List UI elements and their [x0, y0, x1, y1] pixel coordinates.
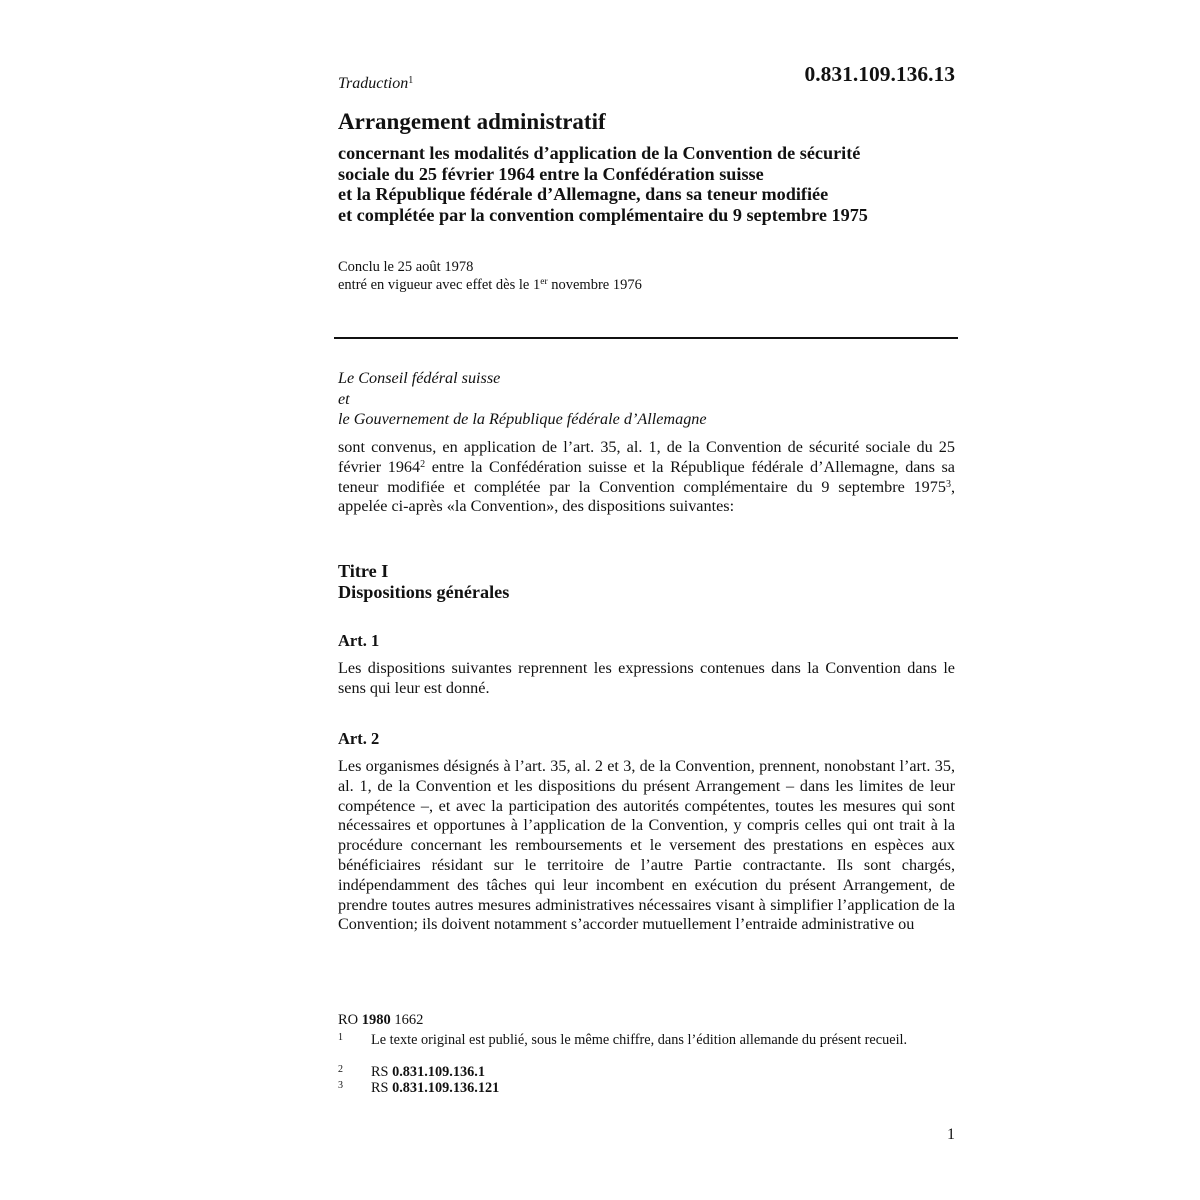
party-swiss: Le Conseil fédéral suisse: [338, 369, 501, 387]
document-title: Arrangement administratif: [338, 109, 606, 134]
footnote-ref: 3: [945, 478, 951, 490]
page-number: 1: [947, 1126, 955, 1143]
subtitle-line: et complétée par la convention complémentaire du 9 septembre 1975: [338, 204, 868, 225]
party-conjunction: et: [338, 389, 350, 408]
footnote-number: 2: [338, 1064, 343, 1075]
document-reference-number: 0.831.109.136.13: [804, 62, 955, 86]
article-2-text: Les organismes désignés à l’art. 35, al. 2 et 3, de la Convention, prennent, nonobstant l’art. 35, al. 1, de la Convention et les dispositions du présent Arrangement – dans les limites de leur compétence –, et avec la participation des autorités compétentes, toutes les mesures qui sont nécessaires et opportunes à l’application de la Convention, y compris celles qui ont trait à la procédure concernant les remboursements et le versement des prestations en espèces aux bénéficiaires résidant sur le territoire de l’autre Partie contractante. Ils sont chargés, indépendamment des tâches qui leur incombent en exécution du présent Arrangement, de prendre toutes autres mesures administratives nécessaires visant à simplifier l’application de la Convention; ils doivent notamment s’accorder mutuellement l’entraide administrative ou: [338, 757, 955, 934]
footnote-number: 3: [338, 1080, 343, 1091]
subtitle-line: et la République fédérale d’Allemagne, dans sa teneur modifiée: [338, 184, 829, 204]
footnote-text: RS 0.831.109.136.1: [371, 1064, 485, 1080]
preamble-paragraph: sont convenus, en application de l’art. 35, al. 1, de la Convention de sécurité sociale du 25 février 1964$^2$ entre la Confédération suisse et la République fédérale d’Allemagne, dans sa teneur modifiée et complétée par la Convention complémentaire du 9 septembre 1975$^3$, appelée ci-après «la Convention», des dispositions suivantes:: [338, 438, 955, 516]
footnote-text: RS 0.831.109.136.121: [371, 1080, 500, 1096]
subtitle-line: sociale du 25 février 1964 entre la Confédération suisse: [338, 163, 764, 184]
footnote-number: 1: [338, 1032, 343, 1043]
in-force-date: entré en vigueur avec effet dès le 1er novembre 1976: [338, 276, 642, 293]
concluded-date: Conclu le 25 août 1978: [338, 259, 474, 275]
footnote-ref: 1: [408, 75, 414, 86]
article-2-heading: Art. 2: [338, 729, 380, 748]
footnote-ref: 2: [420, 458, 426, 470]
party-germany: le Gouvernement de la République fédérale d’Allemagne: [338, 410, 707, 428]
document-subtitle: [338, 143, 978, 225]
translation-label: Traduction$^1$: [338, 75, 414, 92]
date-info: [338, 259, 642, 294]
subtitle-line: concernant les modalités d’application de la Convention de sécurité: [338, 143, 861, 163]
footnote-text: Le texte original est publié, sous le même chiffre, dans l’édition allemande du présent recueil.: [371, 1032, 908, 1048]
contracting-parties: [338, 368, 707, 430]
article-1-text: Les dispositions suivantes reprennent les expressions contenues dans la Convention dans le sens qui leur est donné.: [338, 659, 955, 697]
official-compilation-ref: RO 1980 1662: [338, 1012, 424, 1028]
horizontal-divider: [334, 337, 958, 339]
article-1-heading: Art. 1: [338, 631, 380, 650]
section-heading: Titre I Dispositions générales: [338, 561, 510, 602]
